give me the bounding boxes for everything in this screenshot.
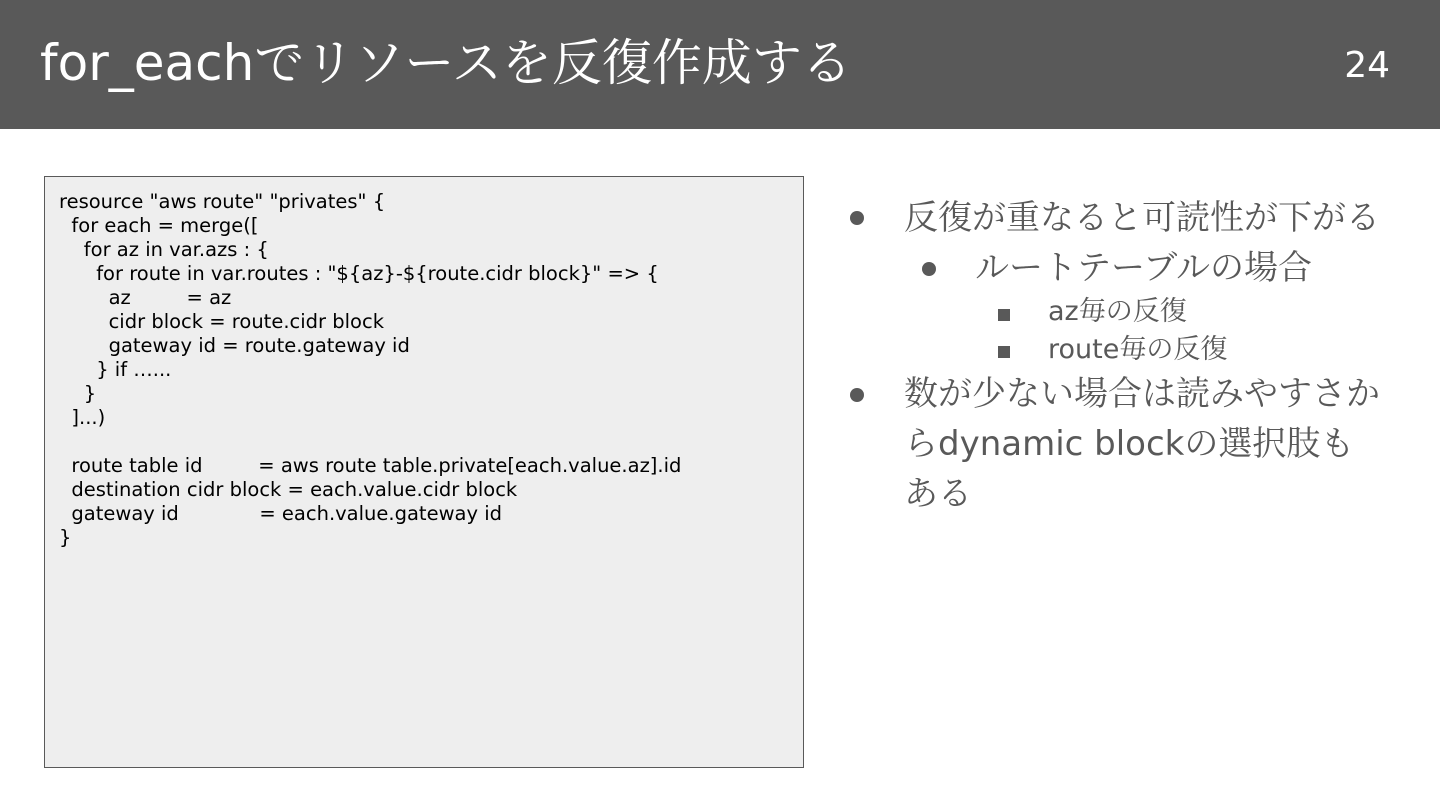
bullet-square-icon: [998, 309, 1010, 321]
slide-title: for_eachでリソースを反復作成する: [40, 34, 852, 92]
code-line: } if …...: [59, 358, 172, 381]
code-line: }: [59, 382, 97, 405]
code-line: az = az: [59, 286, 232, 309]
code-line: for each = merge([: [59, 214, 259, 237]
bullet-readability: 反復が重なると可読性が下がる: [904, 198, 1380, 238]
code-line: ]...): [59, 406, 106, 429]
title-bar: [0, 0, 1440, 129]
slide-number: 24: [1344, 45, 1390, 86]
code-line: route table id = aws route table.private[each.value.az].id: [59, 454, 682, 477]
code-line: }: [59, 526, 72, 549]
bullet-route-table: ルートテーブルの場合: [975, 248, 1312, 288]
bullet-dot-icon: [850, 211, 864, 225]
bullet-dynamic-block-line2: らdynamic blockの選択肢も: [904, 424, 1355, 464]
code-lines: [59, 190, 681, 550]
bullet-route-loop: route毎の反復: [1048, 334, 1228, 365]
bullet-az-loop: az毎の反復: [1048, 296, 1187, 327]
bullet-dot-icon: [922, 262, 936, 276]
bullet-dot-icon: [850, 388, 864, 402]
code-block: [44, 176, 804, 768]
code-line: cidr block = route.cidr block: [59, 310, 384, 333]
bullet-dynamic-block-line1: 数が少ない場合は読みやすさか: [904, 374, 1380, 414]
bullet-square-icon: [998, 346, 1010, 358]
bullet-dynamic-block-line3: ある: [904, 474, 972, 514]
code-line: for route in var.routes : "${az}-${route.cidr block}" => {: [59, 262, 659, 285]
code-line: resource "aws route" "privates" {: [59, 190, 386, 213]
code-line: gateway id = each.value.gateway id: [59, 502, 503, 525]
code-line: [59, 430, 681, 454]
code-line: for az in var.azs : {: [59, 238, 269, 261]
code-line: destination cidr block = each.value.cidr block: [59, 478, 518, 501]
code-line: gateway id = route.gateway id: [59, 334, 410, 357]
